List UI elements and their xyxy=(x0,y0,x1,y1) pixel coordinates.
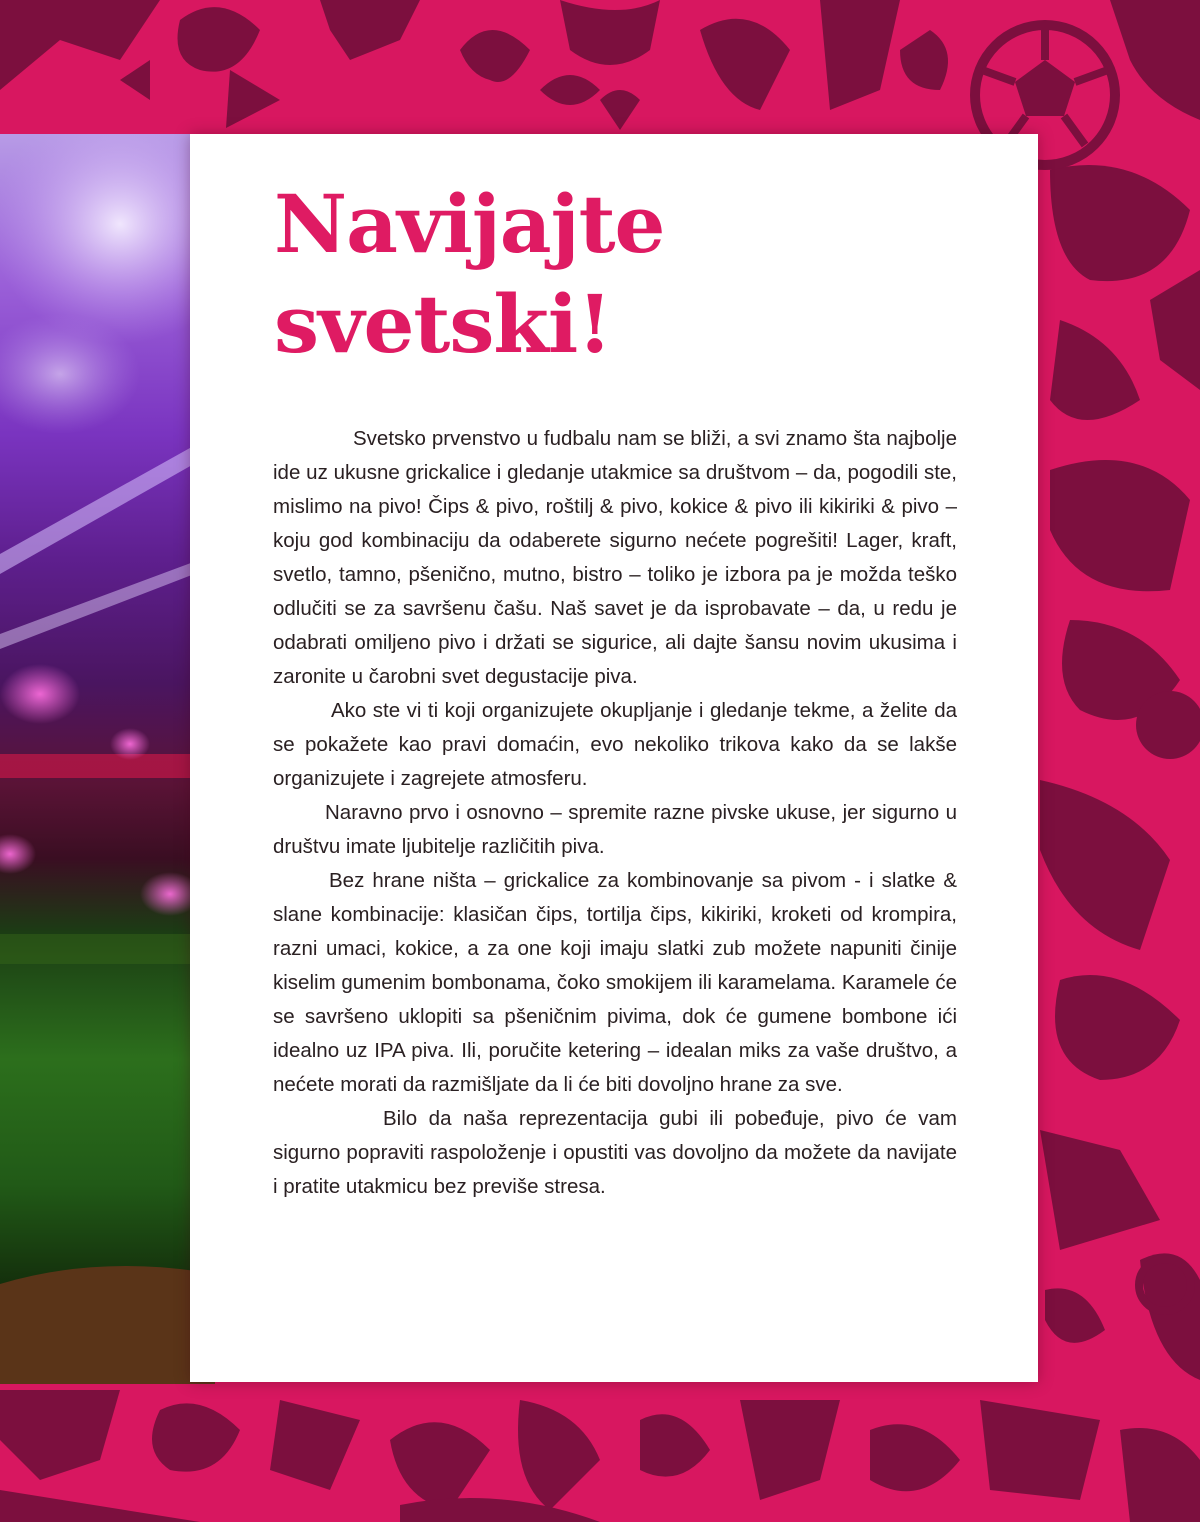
paragraph-food: Bez hrane ništa – grickalice za kombinovanje sa pivom - i slatke & slane kombinacije: klasičan čips, tortilja čips, kikiriki, kroketi od krompira, razni umaci, kokice, a za one koji imaju slatki zub možete napuniti činije kiselim gumenim bombonama, čoko smokijem ili karamelama. Karamele će se savršeno uklopiti sa pšeničnim pivima, dok će gumene bombone ići idealno uz IPA piva. Ili, poručite ketering – idealan miks za vaše društvo, a nećete morati da razmišljate da li će biti dovoljno hrane za sve. xyxy=(273,869,957,1096)
paragraph-beer-tastes: Naravno prvo i osnovno – spremite razne pivske ukuse, jer sigurno u društvu imate ljubitelje različitih piva. xyxy=(273,801,957,858)
title-line-1: Navijajte xyxy=(274,177,665,271)
paragraph-intro: Svetsko prvenstvo u fudbalu nam se bliži, a svi znamo šta najbolje ide uz ukusne grickalice i gledanje utakmice sa društvom – da, pogodili ste, mislimo na pivo! Čips & pivo, roštilj & pivo, kokice & pivo ili kikiriki & pivo – koju god kombinaciju da odaberete sigurno nećete pogrešiti! Lager, kraft, svetlo, tamno, pšenično, mutno, bistro – toliko je izbora pa je možda teško odlučiti se za savršenu čašu. Naš savet je da isprobavate – da, u redu je odabrati omiljeno pivo i držati se sigurice, ali dajte šansu novim ukusima i zaronite u čarobni svet degustacije piva. xyxy=(273,427,957,688)
article-body xyxy=(273,422,957,1204)
article-card xyxy=(190,134,1038,1382)
paragraph-closing: Bilo da naša reprezentacija gubi ili pobeđuje, pivo će vam sigurno popraviti raspoloženje i opustiti vas dovoljno da možete da navijate i pratite utakmicu bez previše stresa. xyxy=(273,1107,957,1198)
paragraph-host: Ako ste vi ti koji organizujete okupljanje i gledanje tekme, a želite da se pokažete kao pravi domaćin, evo nekoliko trikova kako da se lakše organizujete i zagrejete atmosferu. xyxy=(273,699,957,790)
title-line-2: svetski! xyxy=(274,277,612,371)
stadium-photo-icon xyxy=(0,134,215,1384)
article-title xyxy=(274,174,664,374)
